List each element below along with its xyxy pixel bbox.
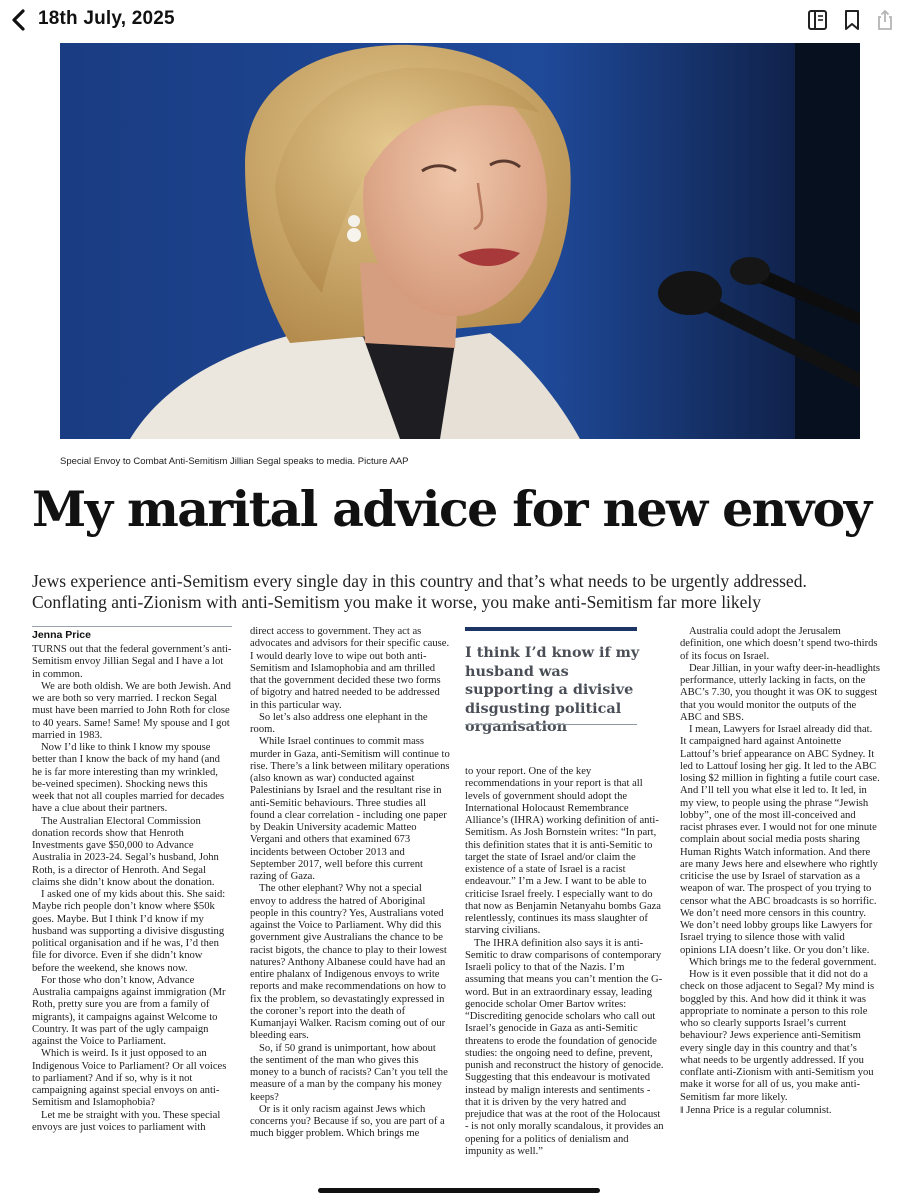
article-column-3 xyxy=(465,766,665,1158)
pull-quote-rule xyxy=(465,724,637,725)
photo-caption: Special Envoy to Combat Anti-Semitism Jillian Segal speaks to media. Picture AAP xyxy=(60,456,409,467)
paragraph: TURNS out that the federal government’s anti-Semitism envoy Jillian Segal and I have a lot in common. xyxy=(32,644,232,680)
paragraph: I mean, Lawyers for Israel already did that. It campaigned hard against Antoinette Lattouf’s brief appearance on ABC Sydney. It led to Lattouf losing her gig. It led to the ABC losing $2 million in fighting a futile court case. And I’ll tell you what else it led to. It led, in my view, to people using the phrase “Jewish lobby”, one of the most ill-conceived and racist phrases ever. I would not for one minute complain about social media posts sharing Human Rights Watch information. And there are many Jews here and elsewhere who rightly criticise the use by Israel of starvation as a weapon of war. The prospect of you trying to censor what the ABC broadcasts is so horrific. We don’t need more censors in this country. We don’t need lobby groups like Lawyers for Israel trying to silence those with valid opinions LIA doesn’t like. Or you don’t like. xyxy=(680,724,880,956)
paragraph: We are both oldish. We are both Jewish. And we are both so very married. I reckon Segal must have been married to John Roth for close to 40 years. Same! Same! My spouse and I got married in 1983. xyxy=(32,680,231,741)
paragraph: Dear Jillian, in your wafty deer-in-headlights performance, utterly lacking in facts, on the ABC’s 7.30, you thought it was OK to suggest that you would monitor the outputs of the ABC and SBS. xyxy=(680,662,881,723)
paragraph: So let’s also address one elephant in the room. xyxy=(250,711,428,735)
paragraph: Or is it only racism against Jews which concerns you? Because if so, you are part of a much bigger problem. Which brings me xyxy=(250,1103,445,1140)
home-indicator[interactable] xyxy=(318,1188,600,1193)
paragraph: I asked one of my kids about this. She said: Maybe rich people don’t know where $50k goes. Maybe. But I think I’d know if my husband was supporting a divisive disgusting political organisation and if he was, I’d then file for divorce. Even if she didn’t know before the weekend, she knows now. xyxy=(32,889,226,974)
endnote-text: Jenna Price is a regular columnist. xyxy=(686,1104,832,1116)
article-photo xyxy=(60,43,860,439)
pull-quote-bar xyxy=(465,627,637,631)
paragraph: The other elephant? Why not a special envoy to address the hatred of Aboriginal people in this country? Yes, Australians voted against the Voice to Parliament. Why did this government give Australians the chance to be racist bigots, the chance to play to their lowest natures? Anthony Albanese could have had an entire phalanx of Indigenous envoys to write reports and make recommendations on how to fix the problem, so devastatingly expressed in the coroner’s report into the death of Kumanjayi Walker. Racism coming out of our bleeding ears. xyxy=(250,883,447,1042)
paragraph: For those who don’t know, Advance Australia campaigns against immigration (Mr Roth, pretty sure you are from a family of migrants), it campaigns against Welcome to Country. It was part of the ugly campaign against the Voice to Parliament. xyxy=(32,974,226,1047)
paragraph: How is it even possible that it did not do a check on those adjacent to Segal? My mind is boggled by this. And how did it think it was appropriate to nominate a person to this role who so clearly supports Israel’s current behaviour? Jews experience anti-Semitism every single day in this country and that’s what needs to be urgently addressed. If you conflate anti-Zionism with anti-Semitism you make it worse for all of us, you make anti-Semitism far more likely. xyxy=(680,969,875,1103)
standfirst-line: Jews experience anti-Semitism every single day in this country and that’s what needs to be urgently addressed. xyxy=(32,571,807,591)
article-column-1 xyxy=(32,644,232,1134)
paragraph: Australia could adopt the Jerusalem definition, one which doesn’t spend two-thirds of its focus on Israel. xyxy=(680,626,878,662)
paragraph: Which is weird. Is it just opposed to an Indigenous Voice to Parliament? Or all voices to parliament? And if so, why is it not campaigning against special envoys on anti-Semitism and Islamophobia? xyxy=(32,1048,227,1109)
paragraph: Let me be straight with you. These special envoys are just voices to parliament with xyxy=(32,1109,221,1133)
back-button[interactable] xyxy=(8,6,30,34)
standfirst-line: Conflating anti-Zionism with anti-Semitism you make it worse, you make anti-Semitism far more likely xyxy=(32,592,762,612)
endnote xyxy=(680,1104,880,1117)
paragraph: The Australian Electoral Commission donation records show that Henroth Investments gave $50,000 to Advance Australia in 2023-24. Segal’s husband, John Roth, is a director of Henroth. And Segal claims she didn’t know about the donation. xyxy=(32,815,219,888)
share-icon[interactable] xyxy=(873,8,897,32)
paragraph: Which brings me to the federal government. xyxy=(689,956,877,968)
pull-quote: I think I’d know if my husband was supporting a divisive disgusting political organisation xyxy=(465,644,640,735)
top-bar xyxy=(0,0,918,40)
article-column-4 xyxy=(680,626,880,1117)
paragraph: So, if 50 grand is unimportant, how about the sentiment of the man who gives this money to a bunch of racists? Can’t you tell the measure of a man by the company his money keeps? xyxy=(250,1042,448,1103)
chevron-left-icon xyxy=(8,6,30,34)
byline: Jenna Price xyxy=(32,629,91,641)
photo-illustration xyxy=(60,43,860,439)
paragraph: direct access to government. They act as advocates and advisors for their specific cause. I would dearly love to wipe out both anti-Semitism and Islamophobia and am thrilled that the government decided these two forms of bigotry and hatred needed to be addressed in this particular way. xyxy=(250,626,450,711)
paragraph: to your report. One of the key recommendations in your report is that all levels of government should adopt the International Holocaust Remembrance Alliance’s (IHRA) working definition of anti-Semitism. As Josh Bornstein writes: “In part, this definition states that it is anti-Semitic to target the state of Israel and/or claim the existence of a state of Israel is a racist endeavour.” I’m a Jew. I want to be able to criticise Israel freely. I especially want to do that now as Benjamin Netanyahu bombs Gaza relentlessly, continues its mass slaughter of starving civilians. xyxy=(465,766,661,937)
article-headline: My marital advice for new envoy xyxy=(32,480,871,538)
book-icon[interactable] xyxy=(806,8,830,32)
article-column-2 xyxy=(250,626,450,1141)
byline-rule xyxy=(32,626,232,627)
bookmark-icon[interactable] xyxy=(840,8,864,32)
paragraph: Now I’d like to think I know my spouse better than I know the back of my hand (and he is far more interesting than my wrinkled, be-veined specimen). Shocking news this week that not all couples married for decades have a clue about their partners. xyxy=(32,742,225,815)
article-standfirst xyxy=(32,571,892,613)
endnote-marker: ‖ xyxy=(680,1104,687,1115)
issue-date: 18th July, 2025 xyxy=(38,8,175,29)
paragraph: The IHRA definition also says it is anti-Semitic to draw comparisons of contemporary Israeli policy to that of the Nazis. I’m assuming that means you can’t mention the G-word. But in an extraordinary essay, leading genocide scholar Omer Bartov writes: “Discrediting genocide scholars who call out Israel’s genocide in Gaza as anti-Semitic threatens to erode the foundation of genocide studies: the ongoing need to define, prevent, punish and reconstruct the history of genocide. Suggesting that this endeavour is motivated instead by malign interests and sentiments - that it is driven by the very hatred and prejudice that was at the root of the Holocaust - is not only morally scandalous, it provides an opening for a politics of denialism and impunity as well.” xyxy=(465,937,664,1157)
paragraph: While Israel continues to commit mass murder in Gaza, anti-Semitism will continue to rise. There’s a link between military operations (also known as war) conducted against Palestinians by Israel and the resultant rise in anti-Semitic behaviours. Three studies all found a clear correlation - including one paper by Deakin University academic Matteo Vergani and others that examined 673 incidents between October 2013 and September 2017, well before this current razing of Gaza. xyxy=(250,736,450,882)
